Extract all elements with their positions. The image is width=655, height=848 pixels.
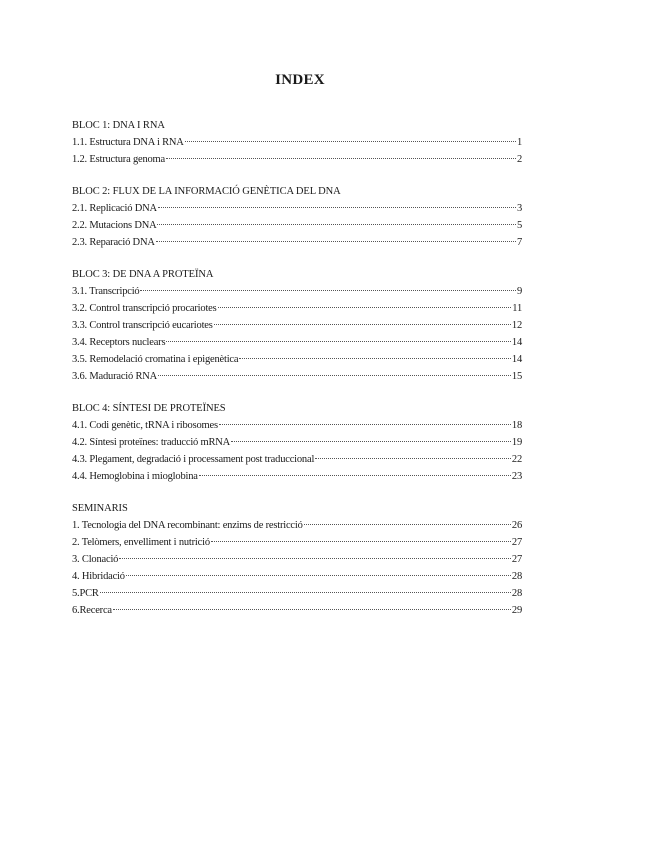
toc-entry-page-number: 14 bbox=[511, 354, 522, 365]
toc-entry[interactable] bbox=[72, 334, 522, 351]
toc-entry-label: 5.PCR bbox=[72, 588, 99, 599]
toc-entry[interactable] bbox=[72, 283, 522, 300]
toc-entry-page-number: 2 bbox=[516, 154, 522, 165]
dot-leader bbox=[166, 340, 511, 342]
toc-entry[interactable] bbox=[72, 417, 522, 434]
toc-entry-label: 3.5. Remodelació cromatina i epigenètica bbox=[72, 354, 239, 365]
dot-leader bbox=[239, 357, 511, 359]
toc-entry-page-number: 12 bbox=[511, 320, 522, 331]
toc-entry-label: 4.4. Hemoglobina i mioglobina bbox=[72, 471, 198, 482]
toc-entry-label: 3.3. Control transcripció eucariotes bbox=[72, 320, 213, 331]
toc-entry-page-number: 18 bbox=[511, 420, 522, 431]
toc-entry-label: 2. Telòmers, envelliment i nutrició bbox=[72, 537, 210, 548]
toc-section bbox=[72, 183, 522, 251]
dot-leader bbox=[218, 306, 512, 308]
toc-entry-page-number: 14 bbox=[511, 337, 522, 348]
toc-entry[interactable] bbox=[72, 602, 522, 619]
dot-leader bbox=[211, 540, 511, 542]
toc-entry-label: 3. Clonació bbox=[72, 554, 119, 565]
toc-entry-label: 4. Hibridació bbox=[72, 571, 125, 582]
section-heading: BLOC 4: SÍNTESI DE PROTEÏNES bbox=[72, 403, 226, 414]
toc-section bbox=[72, 500, 522, 619]
toc-entry-label: 3.1. Transcripció bbox=[72, 286, 140, 297]
toc-entry-page-number: 15 bbox=[511, 371, 522, 382]
toc-entry-page-number: 28 bbox=[511, 588, 522, 599]
toc-section bbox=[72, 400, 522, 485]
dot-leader bbox=[126, 574, 511, 576]
toc-entry[interactable] bbox=[72, 434, 522, 451]
section-heading: BLOC 3: DE DNA A PROTEÏNA bbox=[72, 269, 214, 280]
toc-entry[interactable] bbox=[72, 585, 522, 602]
toc-entry-page-number: 22 bbox=[511, 454, 522, 465]
toc-entry-page-number: 23 bbox=[511, 471, 522, 482]
toc-entry-label: 2.1. Replicació DNA bbox=[72, 203, 157, 214]
toc-entry[interactable] bbox=[72, 234, 522, 251]
table-of-contents bbox=[72, 117, 522, 634]
toc-entry[interactable] bbox=[72, 351, 522, 368]
dot-leader bbox=[158, 206, 516, 208]
toc-entry[interactable] bbox=[72, 217, 522, 234]
dot-leader bbox=[304, 523, 511, 525]
toc-entry[interactable] bbox=[72, 300, 522, 317]
dot-leader bbox=[214, 323, 511, 325]
toc-section bbox=[72, 266, 522, 385]
toc-entry[interactable] bbox=[72, 451, 522, 468]
toc-entry-label: 4.2. Síntesi proteïnes: traducció mRNA bbox=[72, 437, 231, 448]
toc-entry[interactable] bbox=[72, 517, 522, 534]
toc-entry-page-number: 3 bbox=[516, 203, 522, 214]
toc-entry[interactable] bbox=[72, 568, 522, 585]
toc-entry-page-number: 11 bbox=[512, 303, 522, 314]
section-heading: BLOC 2: FLUX DE LA INFORMACIÓ GENÈTICA DEL DNA bbox=[72, 186, 341, 197]
toc-entry[interactable] bbox=[72, 551, 522, 568]
toc-entry-page-number: 1 bbox=[516, 137, 522, 148]
dot-leader bbox=[199, 474, 511, 476]
toc-entry-label: 2.2. Mutacions DNA bbox=[72, 220, 157, 231]
dot-leader bbox=[315, 457, 511, 459]
toc-entry-label: 3.4. Receptors nuclears bbox=[72, 337, 166, 348]
toc-entry-label: 3.2. Control transcripció procariotes bbox=[72, 303, 217, 314]
dot-leader bbox=[100, 591, 511, 593]
toc-entry-page-number: 5 bbox=[516, 220, 522, 231]
toc-entry-page-number: 27 bbox=[511, 537, 522, 548]
dot-leader bbox=[119, 557, 511, 559]
dot-leader bbox=[140, 289, 515, 291]
toc-entry-page-number: 29 bbox=[511, 605, 522, 616]
toc-entry[interactable] bbox=[72, 200, 522, 217]
toc-entry-label: 6.Recerca bbox=[72, 605, 112, 616]
toc-entry-label: 3.6. Maduració RNA bbox=[72, 371, 158, 382]
toc-section bbox=[72, 117, 522, 168]
dot-leader bbox=[219, 423, 511, 425]
toc-entry[interactable] bbox=[72, 368, 522, 385]
dot-leader bbox=[185, 140, 516, 142]
toc-entry[interactable] bbox=[72, 468, 522, 485]
dot-leader bbox=[166, 157, 516, 159]
toc-entry-label: 1.1. Estructura DNA i RNA bbox=[72, 137, 184, 148]
toc-entry-page-number: 7 bbox=[516, 237, 522, 248]
toc-entry[interactable] bbox=[72, 151, 522, 168]
dot-leader bbox=[157, 223, 515, 225]
dot-leader bbox=[231, 440, 511, 442]
toc-entry-label: 1.2. Estructura genoma bbox=[72, 154, 165, 165]
dot-leader bbox=[158, 374, 511, 376]
dot-leader bbox=[113, 608, 511, 610]
dot-leader bbox=[156, 240, 516, 242]
section-heading: BLOC 1: DNA I RNA bbox=[72, 120, 165, 131]
toc-entry-page-number: 19 bbox=[511, 437, 522, 448]
page-title: INDEX bbox=[275, 72, 325, 88]
toc-entry-label: 4.3. Plegament, degradació i processament post traduccional bbox=[72, 454, 315, 465]
toc-entry[interactable] bbox=[72, 534, 522, 551]
section-heading: SEMINARIS bbox=[72, 503, 128, 514]
toc-entry-label: 1. Tecnologia del DNA recombinant: enzims de restricció bbox=[72, 520, 303, 531]
toc-entry-label: 2.3. Reparació DNA bbox=[72, 237, 155, 248]
toc-entry-page-number: 27 bbox=[511, 554, 522, 565]
toc-entry-page-number: 9 bbox=[516, 286, 522, 297]
toc-entry-page-number: 26 bbox=[511, 520, 522, 531]
toc-entry-label: 4.1. Codi genètic, tRNA i ribosomes bbox=[72, 420, 218, 431]
toc-entry-page-number: 28 bbox=[511, 571, 522, 582]
toc-entry[interactable] bbox=[72, 134, 522, 151]
toc-entry[interactable] bbox=[72, 317, 522, 334]
